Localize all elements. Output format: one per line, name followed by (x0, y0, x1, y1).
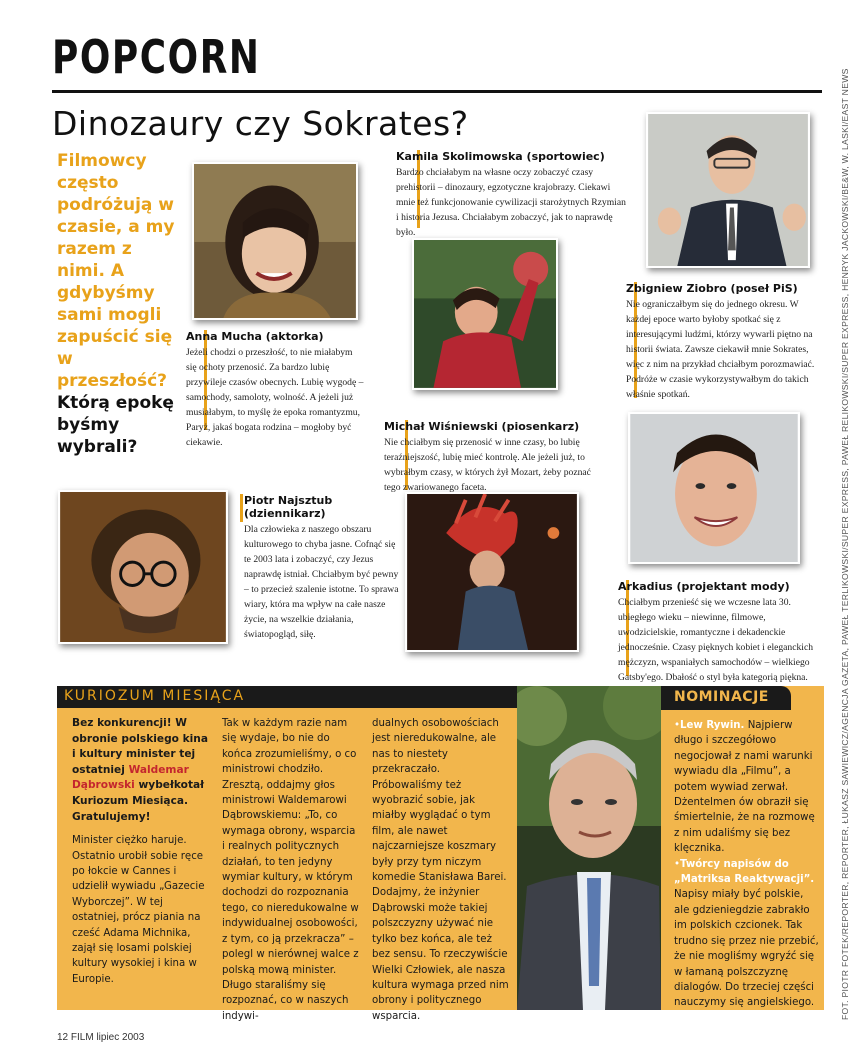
kuriozum-column-3 (372, 716, 512, 1024)
quote-text: Nie chciałbym się przenosić w inne czasy, bo lubię teraźniejszość, lubię mieć kontrolę. Ale jeżeli już, to wybrałbym czasy, w których żył Mozart, żeby poznać tego zwariowanego faceta. (384, 437, 591, 493)
nominee-text: Napisy miały być polskie, ale gdzieniegdzie zabrakło im polskich czcionek. Tak trudno się przez nie przebić, że nie mogliśmy wgryźć się w łamaną polszczyznę dialogów. Do trzeciej części nauczymy się angielskiego. (674, 889, 819, 1009)
quote-michal-wisniewski (384, 420, 602, 495)
header-rule (52, 90, 822, 93)
photo-zbigniew-ziobro (646, 112, 810, 268)
accent-bar (240, 494, 243, 522)
photo-arkadius (628, 412, 800, 564)
quote-name: Piotr Najsztub (dziennikarz) (244, 494, 333, 520)
quote-name: Anna Mucha (aktorka) (186, 330, 324, 343)
photo-anna-mucha (192, 162, 358, 320)
nominacje-item (674, 857, 819, 1011)
kuriozum-paragraph: Minister ciężko haruje. Ostatnio urobił sobie ręce po łokcie w Cannes i udzielił wywiadu „Gazecie Wyborczej”. W tej ostatniej, prócz piania na cześć Adama Michnika, zajął się losami polskiej kultury wysokiej i kina w Europie. (72, 835, 205, 985)
page-footer: 12 FILM lipiec 2003 (57, 1032, 145, 1043)
quote-text: Jeżeli chodzi o przeszłość, to nie miałabym się ochoty przenosić. Za bardzo lubię przywileje czasów obecnych. Lubię wygodę – samochody, samoloty, wolność. A jeżeli już musiałabym, to myślę że epoka romantyzmu, Paryż, jakaś bogata rodzina – mogłoby być ciekawie. (186, 347, 364, 448)
quote-name: Zbigniew Ziobro (poseł PiS) (626, 282, 798, 295)
kuriozum-title: KURIOZUM MIESIĄCA (64, 688, 246, 704)
nominacje-title: NOMINACJE (674, 689, 769, 705)
bullet-icon: • (674, 720, 681, 731)
quote-name: Kamila Skolimowska (sportowiec) (396, 150, 605, 163)
kuriozum-lead (72, 716, 210, 825)
photo-kamila-skolimowska (412, 238, 558, 390)
quote-text: Nie ograniczałbym się do jednego okresu. W każdej epoce warto byłoby spotkać się z interesującymi ludźmi, którzy wywarli piętno na historii świata. Zawsze ciekawił mnie Sokrates, więc z nim na przykład chciałbym porozmawiać. Podróże w czasie wykorzystywałbym do takich właśnie spotkań. (626, 299, 815, 400)
bullet-icon: • (674, 858, 681, 870)
kuriozum-lead-text: Bez konkurencji! W obronie polskiego kina i kultury minister tej ostatniej (72, 717, 208, 776)
quote-piotr-najsztub (244, 494, 404, 642)
quote-anna-mucha (186, 330, 364, 450)
quote-text: Dla człowieka z naszego obszaru kulturowego to chyba jasne. Cofnąć się te 2003 lata i zobaczyć, czy Jezus naprawdę istniał. Chciałbym być pewny – to przecież szalenie istotne. To sprawa wiary, która ma wpływ na całe nasze życie, na wszelkie działania, światopogląd, siłę. (244, 524, 399, 640)
quote-text: Bardzo chciałabym na własne oczy zobaczyć czasy prehistorii – dinozaury, egzotyczne krajobrazy. Ciekawi mnie też funkcjonowanie cywilizacji starożytnych Rzymian i historia Jezusa. Chciałabym zobaczyć, jak to naprawdę było. (396, 167, 626, 238)
intro-lead: Filmowcy często podróżują w czasie, a my razem z nimi. A gdybyśmy sami mogli zapuścić się w przeszłość? (57, 151, 175, 391)
nominee-name: Lew Rywin. (680, 720, 745, 731)
photo-lew-rywin (517, 686, 661, 1010)
photo-credits: FOT. PIOTR FOTEK/REPORTER, REPORTER, ŁUKASZ SAWIEWICZ/AGENCJA GAZETA, PAWEŁ TERLIKOWSKI/SUPER EXPRESS, PAWEŁ RELIKOWSKI/SUPER EXPRESS, HENRYK JACKOWSKI/BE&W, W. LASKI/EAST NEWS (840, 68, 850, 1020)
quote-name: Arkadius (projektant mody) (618, 580, 790, 593)
quote-name: Michał Wiśniewski (piosenkarz) (384, 420, 580, 433)
quote-zbigniew-ziobro (626, 282, 818, 402)
intro-question: Którą epokę byśmy wybrali? (57, 393, 174, 457)
nominacje-list (674, 718, 819, 1011)
photo-piotr-najsztub (58, 490, 228, 644)
nominacje-item (674, 718, 819, 857)
kuriozum-column-2 (222, 716, 360, 1024)
kuriozum-lead-end: wybełkotał Kuriozum Miesiąca. Gratulujemy! (72, 779, 205, 823)
kuriozum-lead-name: Waldemar Dąbrowski (72, 763, 189, 792)
nominee-text: Najpierw długo i szczegółowo negocjował z nami warunki wywiadu dla „Filmu”, a potem wywiad zerwał. Dżentelmen ów obraził się śmiertelnie, że na rozmowę z nim udaliśmy się bez klęcznika. (674, 720, 815, 855)
quote-kamila-skolimowska (396, 150, 628, 240)
nominee-name: Twórcy napisów do „Matriksa Reaktywacji”. (674, 858, 815, 886)
kuriozum-column-1 (72, 716, 210, 987)
headline: Dinozaury czy Sokrates? (52, 104, 469, 143)
kuriozum-paragraph: Tak w każdym razie nam się wydaje, bo nie do końca zrozumieliśmy, o co ministrowi chodziło. Zresztą, oddajmy głos ministrowi Waldemarowi Dąbrowskiemu: „To, co wymaga obrony, wsparcia i realnych politycznych działań, to ten jedyny wymiar kultury, w którym dochodzi do rozpoznania tego, co nieredukowalne w indywidualnej osobowości, z tym, co ją przekracza” – polegl w nierównej walce z polską mową minister. Długo staraliśmy się rozpoznać, co w naszych indywi- (222, 718, 359, 1022)
photo-michal-wisniewski (405, 492, 579, 652)
section-title: POPCORN (52, 30, 261, 84)
intro-text (57, 150, 179, 458)
quote-text: Chciałbym przenieść się we wczesne lata 30. ubiegłego wieku – niewinne, filmowe, uwodzicielskie, romantyczne i dekadenckie jednocześnie. Czasy pięknych kobiet i eleganckich mężczyzn, wspaniałych samochodów – wielkiego Gatsby'ego. Dbałość o styl była kategorią piękna. (618, 597, 813, 683)
quote-arkadius (618, 580, 824, 685)
kuriozum-paragraph: dualnych osobowościach jest nieredukowalne, ale nas to niestety przekraczało. Próbowaliśmy też wyobrazić sobie, jak miałby wyglądać o tym film, ale nawet najczarniejsze koszmary były przy tym niczym komedie Stanisława Barei. Dodajmy, że inżynier Dąbrowski może takiej polszczyzny używać nie tylko bez końca, ale też bez sensu. To rzeczywiście Wielki Człowiek, ale nasza kultura wymaga przed nim obrony i politycznego wsparcia. (372, 718, 509, 1022)
